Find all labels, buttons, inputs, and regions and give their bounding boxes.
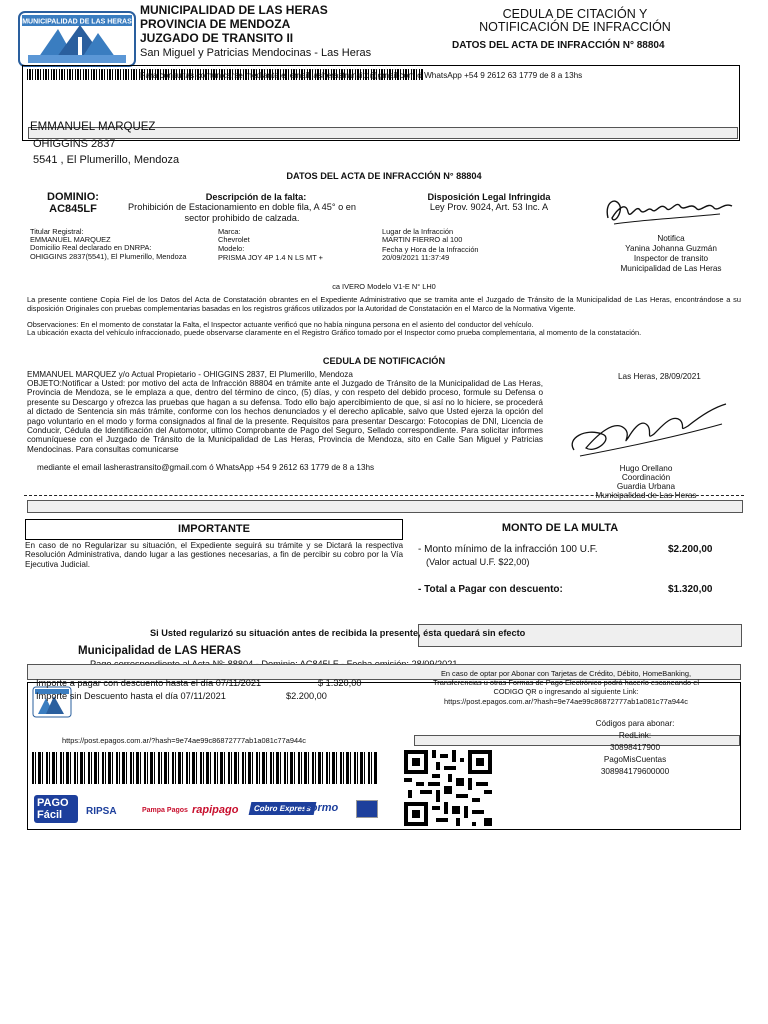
cedula-body: OBJETO:Notificar a Usted: por motivo del acta de Infracción 88804 en trámite ante el Juzgado de Tránsito de la Municipalidad de Las Heras, Provincia de Mendoza, se le emplaza a que, dentro del término de cinco, (5) días, y con respeto del debido proceso, formule su Defensa o presente su Descargo y ofrezca las pruebas que hagan a su defensa. Todo ello bajo apercibimiento de que, si así no lo hiciere, se procederá al dictado de Sentencia sin más trámite, conforme con los hechos denunciados y el derecho aplicable, salvo que Usted ejerza la opción del pago voluntario en el modo y forma consignados al final de la presente. Requisitos para presentar Descargo: Fotocopias de DNI, Licencia de Conducir, Cédula de Identificación del Automotor, ultimo Comprobante de Pago del Seguro, Sellado correspondiente. Para solicitar informes comuníquese con el Juzgado de Tránsito de la Municipalidad de Las Heras, Provincia de Mendoza, sito en Calle San Miguel y Patricias Mendocinas. Para consultas comunicarse	[27, 379, 543, 454]
acta-heading: DATOS DEL ACTA DE INFRACCIÓN N° 88804	[286, 171, 482, 181]
disposicion-text: Ley Prov. 9024, Art. 53 Inc. A	[429, 202, 549, 212]
legal-text-3: La ubicación exacta del vehículo infraccionado, puede observarse claramente en el Registro Gráfico tomado por el Inspector como prueba complementaria, al momento de la constatación.	[27, 328, 642, 337]
falta-label: Descripción de la falta:	[205, 192, 307, 202]
signer-dept: Guardia Urbana	[616, 482, 676, 491]
redlink-code: 30898417900	[609, 743, 661, 752]
disposicion-label: Disposición Legal Infringida	[427, 192, 551, 202]
multa-min-amount: $2.200,00	[668, 544, 713, 555]
pmc-label: PagoMisCuentas	[603, 755, 667, 764]
rapipago-logo: rapipago	[192, 804, 239, 816]
payment-disc-line: Importe a pagar con descuento hasta el día 07/11/2021	[36, 678, 262, 688]
online-text-3: CODIGO QR o ingresando al siguiente Link:	[493, 687, 639, 696]
dominio-value: AC845LF	[49, 203, 97, 215]
separator-bar	[27, 500, 743, 513]
payment-disc-amount: $ 1.320,00	[318, 678, 362, 688]
dominio-label: DOMINIO:	[47, 191, 99, 203]
doc-title-1: CEDULA DE CITACIÓN Y	[502, 7, 648, 21]
codes-label: Códigos para abonar:	[595, 719, 675, 728]
legal-text-1: La presente contiene Copia Fiel de los Datos del Acta de Constatación obrantes en el Expediente Administrativo que se tramita ante el Juzgado de Tránsito de la Municipalidad de Las Heras, encontrándose a su disposición Originales con pruebas complementarias basadas en los registros gráficos utilizados por la Autoridad de Constatación en el Marco de la Normativa Vigente.	[27, 295, 741, 313]
ripsa-logo: RIPSA	[86, 806, 117, 817]
cobroexpress-logo: Cobro Express	[249, 802, 317, 815]
pmc-code: 308984179600000	[600, 767, 670, 776]
logo-text: MUNICIPALIDAD DE LAS HERAS	[22, 18, 132, 26]
header-address: San Miguel y Patricias Mendocinas - Las Heras	[140, 47, 372, 59]
fecha-label: Fecha y Hora de la Infracción	[382, 245, 479, 254]
cut-line	[24, 495, 744, 496]
contact-line: Para consultas comunicarse mediante el email lasherastransito@gmail.com ó WhatsApp +54 9 2612 63 1779 de 8 a 13hs	[140, 71, 583, 80]
payment-barcode	[32, 752, 378, 784]
importante-heading: IMPORTANTE	[25, 519, 403, 540]
municipal-logo	[18, 11, 136, 67]
addressee-city: 5541 , El Plumerillo, Mendoza	[33, 154, 180, 166]
pagofacil-logo: PAGO Fácil	[34, 795, 78, 825]
multa-total-amount: $1.320,00	[668, 584, 713, 595]
notifica-label: Notifica	[657, 234, 685, 243]
domicilio-value: OHIGGINS 2837(5541), El Plumerillo, Mendoza	[30, 252, 187, 261]
lugar-value: MARTIN FIERRO al 100	[382, 235, 463, 244]
fecha-value: 20/09/2021 11:37:49	[382, 253, 450, 262]
signer-role: Coordinación	[621, 473, 671, 482]
inspector-org: Municipalidad de Las Heras	[620, 264, 722, 273]
online-text-1: En caso de optar por Abonar con Tarjetas de Crédito, Débito, HomeBanking,	[440, 669, 692, 678]
multa-total-label: - Total a Pagar con descuento:	[418, 584, 563, 595]
importante-text: En caso de no Regularizar su situación, el Expediente seguirá su trámite y se Dictará la respectiva Resolución Administrativa, dando lugar a las gestiones necesarias, a fin de percibir su cobro por la Vía Ejecutiva Judicial.	[25, 541, 403, 569]
falta-text: Prohibición de Estacionamiento en doble fila, A 45° o en sector prohibido de calzada.	[128, 202, 356, 223]
signer-org: Municipalidad de Las Heras	[595, 491, 697, 500]
titular-value: EMMANUEL MARQUEZ	[30, 235, 111, 244]
doc-title-2: NOTIFICACIÓN DE INFRACCIÓN	[479, 20, 671, 34]
header-acta-heading: DATOS DEL ACTA DE INFRACCIÓN N° 88804	[452, 40, 665, 51]
cedula-heading: CEDULA DE NOTIFICACIÓN	[322, 356, 446, 366]
inspector-name: Yanina Johanna Guzmán	[625, 244, 717, 253]
payment-org: Municipalidad de LAS HERAS	[78, 645, 241, 657]
modelo-label: Modelo:	[218, 244, 245, 253]
online-text-2: Transferencias u otras Formas de Pago Electrónico podrá hacerlo escaneando el	[433, 678, 699, 687]
brand-badge-icon	[356, 800, 378, 818]
online-url[interactable]: https://post.epagos.com.ar/?hash=9e74ae99c86872777ab1a081c77a944c	[444, 697, 688, 706]
addressee-street: OHIGGINS 2837	[33, 138, 116, 150]
modelo-value: PRISMA JOY 4P 1.4 N LS MT +	[218, 253, 323, 262]
payment-full-amount: $2.200,00	[286, 691, 327, 701]
cedula-addressee: EMMANUEL MARQUEZ y/o Actual Propietario - OHIGGINS 2837, El Plumerillo, Mendoza	[27, 370, 353, 379]
cedula-date: Las Heras, 28/09/2021	[618, 372, 701, 381]
lugar-label: Lugar de la Infracción	[382, 227, 454, 236]
formo-logo: Formo	[304, 802, 339, 814]
signer-name: Hugo Orellano	[619, 464, 673, 473]
multa-heading: MONTO DE LA MULTA	[501, 522, 619, 534]
pampapagos-logo: Pampa Pagos	[142, 807, 188, 814]
marca-value: Chevrolet	[218, 235, 250, 244]
header-municipality: MUNICIPALIDAD DE LAS HERAS	[140, 3, 328, 17]
multa-min-label: - Monto mínimo de la infracción 100 U.F.	[418, 544, 598, 555]
notice-text: Si Usted regularizó su situación antes de recibida la presente, ésta quedará sin efecto	[150, 628, 526, 638]
cedula-contact: mediante el email lasherastransito@gmail.com ó WhatsApp +54 9 2612 63 1779 de 8 a 13hs	[37, 463, 375, 472]
header-province: PROVINCIA DE MENDOZA	[140, 17, 291, 31]
legal-text-2: Observaciones: En el momento de constatar la Falta, el Inspector actuante verificó que no había ninguna persona en el asiento del conductor del vehículo.	[27, 320, 534, 329]
payment-full-line: Importe sin Descuento hasta el día 07/11/2021	[36, 691, 226, 701]
header-court: JUZGADO DE TRANSITO II	[140, 31, 294, 45]
addressee-name: EMMANUEL MARQUEZ	[30, 121, 156, 133]
redlink-label: RedLink:	[618, 731, 652, 740]
inspector-role: Inspector de transito	[633, 254, 709, 263]
multa-uf-value: (Valor actual U.F. $22,00)	[426, 557, 530, 567]
marca-label: Marca:	[218, 227, 241, 236]
payment-qr-code	[404, 750, 492, 826]
titular-label: Titular Registral:	[30, 227, 84, 236]
domicilio-label: Domicilio Real declarado en DNRPA:	[30, 243, 152, 252]
modelo-ivero: ca IVERO Modelo V1-E N° LH0	[332, 282, 436, 291]
payment-url[interactable]: https://post.epagos.com.ar/?hash=9e74ae99c86872777ab1a081c77a944c	[62, 736, 306, 745]
coordinator-signature	[562, 398, 732, 462]
inspector-signature	[600, 188, 740, 232]
